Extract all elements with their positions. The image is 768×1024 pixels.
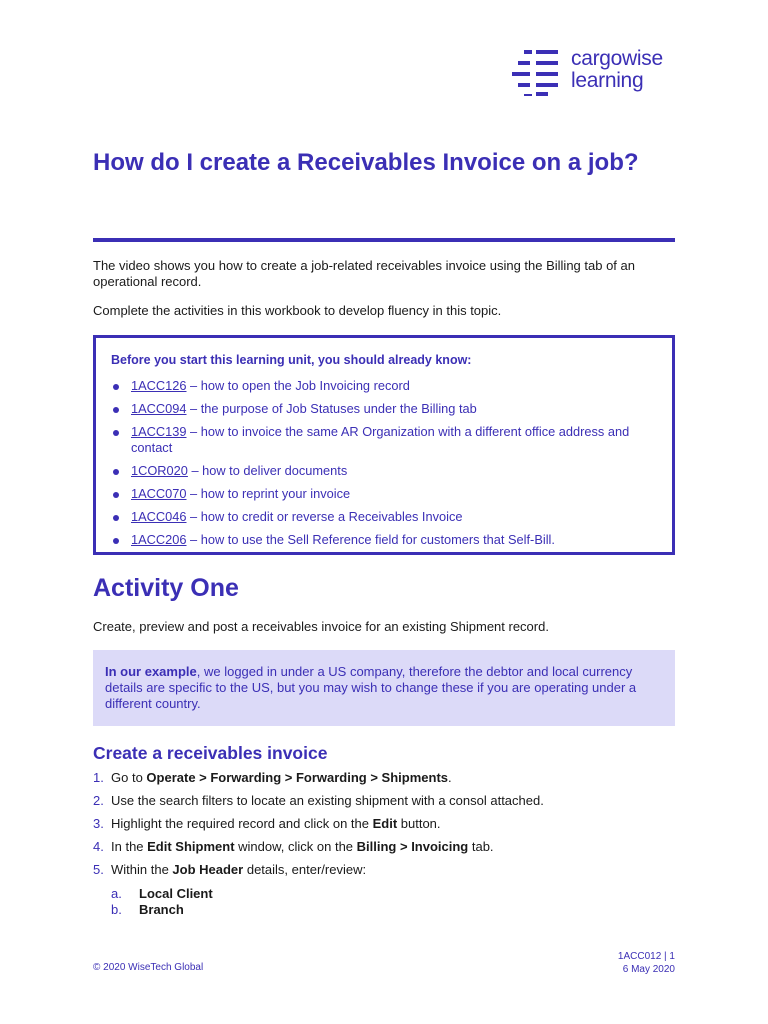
step-text: Use the search filters to locate an existing shipment with a consol attached.: [111, 793, 544, 808]
step-item: [93, 839, 675, 855]
prerequisite-text: – how to credit or reverse a Receivables Invoice: [186, 509, 463, 524]
step-number: 2.: [93, 793, 104, 808]
cargowise-learning-logo: [512, 46, 692, 98]
prerequisite-item: [111, 486, 659, 502]
cargowise-logo-icon: [512, 48, 560, 96]
footer-doc-ref: 1ACC012 | 1: [617, 951, 675, 962]
substep-letter: b.: [111, 902, 122, 917]
step-text: Go to: [111, 770, 147, 785]
intro-paragraph: Complete the activities in this workbook to develop fluency in this topic.: [93, 303, 502, 318]
intro-paragraph: The video shows you how to create a job-related receivables invoice using the Billing tab of an operational record.: [93, 258, 635, 289]
step-text: Highlight the required record and click on the: [111, 816, 373, 831]
bullet-icon: [113, 538, 119, 544]
step-text: button.: [397, 816, 441, 831]
bullet-icon: [113, 469, 119, 475]
bullet-icon: [113, 430, 119, 436]
example-callout: [93, 650, 675, 726]
logo-line-2: learning: [571, 69, 644, 92]
prerequisite-text: – how to deliver documents: [187, 463, 348, 478]
prerequisite-link[interactable]: 1ACC094: [131, 401, 187, 416]
prerequisites-list: [111, 378, 659, 555]
step-text: tab.: [468, 839, 494, 854]
step-number: 3.: [93, 816, 104, 831]
example-text: , we logged in under a US company, therefore the debtor and local currency details are specific to the US, but you may wish to change these if you are operating under a different country.: [105, 664, 637, 711]
bullet-icon: [113, 407, 119, 413]
prerequisite-link[interactable]: 1ACC206: [131, 532, 187, 547]
step-text: Within the: [111, 862, 173, 877]
step-text: window, click on the: [234, 839, 357, 854]
step-emphasis: Operate > Forwarding > Forwarding > Shipments: [146, 770, 449, 785]
prerequisite-item: [111, 378, 659, 394]
prerequisite-link[interactable]: 1ACC126: [131, 378, 187, 393]
prerequisite-item: [111, 509, 659, 525]
steps-list: [93, 770, 675, 885]
logo-wordmark: [571, 48, 663, 92]
title-divider: [93, 238, 675, 242]
footer-copyright: © 2020 WiseTech Global: [93, 962, 204, 973]
step-text: details, enter/review:: [243, 862, 367, 877]
activity-heading: Activity One: [93, 574, 239, 602]
prerequisite-link[interactable]: 1ACC139: [131, 424, 187, 439]
step-emphasis: Job Header: [172, 862, 244, 877]
prerequisite-text: – the purpose of Job Statuses under the Billing tab: [186, 401, 477, 416]
prerequisite-link[interactable]: 1COR020: [131, 463, 188, 478]
substep-letter: a.: [111, 886, 122, 901]
step-text: In the: [111, 839, 148, 854]
prerequisite-text: – how to reprint your invoice: [186, 486, 351, 501]
step-emphasis: Edit Shipment: [147, 839, 235, 854]
prerequisite-text: – how to open the Job Invoicing record: [186, 378, 410, 393]
step-text: .: [448, 770, 452, 785]
prerequisite-item: [111, 401, 659, 417]
bullet-icon: [113, 492, 119, 498]
example-lead: In our example: [105, 664, 197, 679]
step-item: [93, 770, 675, 786]
page-title: How do I create a Receivables Invoice on a job?: [93, 149, 639, 176]
bullet-icon: [113, 515, 119, 521]
bullet-icon: [113, 384, 119, 390]
prerequisite-item: [111, 463, 659, 479]
step-emphasis: Billing > Invoicing: [356, 839, 469, 854]
prerequisite-text: – how to invoice the same AR Organization with a different office address and contact: [131, 424, 630, 455]
substep-label: Branch: [139, 902, 184, 917]
step-emphasis: Edit: [372, 816, 398, 831]
prerequisite-link[interactable]: 1ACC046: [131, 509, 187, 524]
step-number: 4.: [93, 839, 104, 854]
footer-date: 6 May 2020: [622, 964, 675, 975]
substep-item: [111, 886, 213, 902]
prerequisites-heading: Before you start this learning unit, you should already know:: [111, 353, 472, 367]
activity-description: Create, preview and post a receivables invoice for an existing Shipment record.: [93, 619, 549, 634]
prerequisite-text: – how to use the Sell Reference field for customers that Self-Bill.: [186, 532, 555, 547]
prerequisite-item: [111, 424, 659, 456]
logo-line-1: cargowise: [571, 47, 663, 70]
prerequisite-link[interactable]: 1ACC070: [131, 486, 187, 501]
substep-item: [111, 902, 213, 918]
step-number: 5.: [93, 862, 104, 877]
step-item: [93, 862, 675, 878]
step-item: [93, 816, 675, 832]
prerequisite-item: [111, 532, 659, 548]
step-number: 1.: [93, 770, 104, 785]
footer-doc-info: [618, 950, 675, 976]
step-item: [93, 793, 675, 809]
substep-label: Local Client: [139, 886, 213, 901]
prerequisites-box: [93, 335, 675, 555]
substeps-list: [111, 886, 213, 918]
section-heading: Create a receivables invoice: [93, 743, 328, 763]
